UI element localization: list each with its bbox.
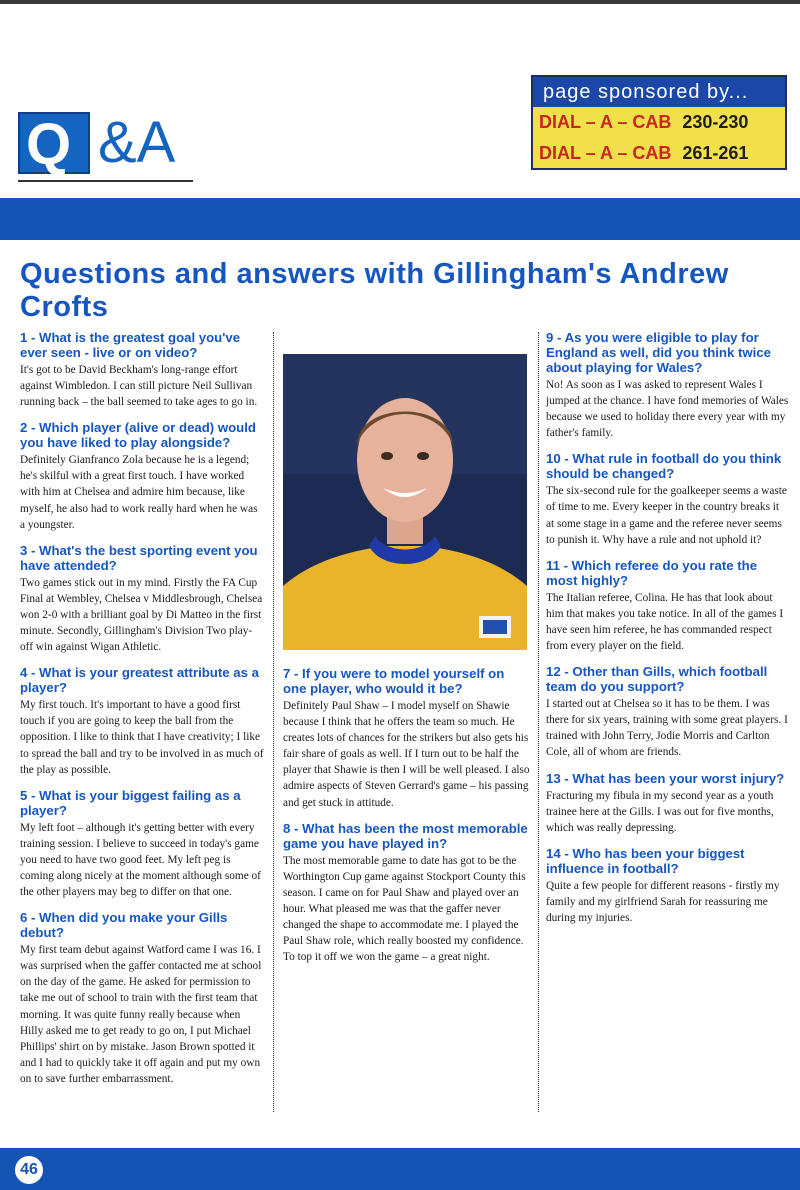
question: 5 - What is your biggest failing as a player? (20, 787, 241, 818)
sponsor-box (531, 75, 787, 170)
qa-logo-amp: &A (98, 110, 176, 175)
column-divider (273, 332, 274, 1112)
footer-band (0, 1148, 800, 1190)
top-rule (0, 0, 800, 4)
question: 2 - Which player (alive or dead) would you have liked to play alongside? (20, 420, 256, 451)
column-2 (283, 330, 531, 975)
column-3 (546, 330, 790, 936)
answer: My first touch. It's important to have a good first touch if you are going to keep the ball from the opposition. I like to think that I have creativity; I like to spread the ball and try to be involved in as much of the play as possible. (20, 699, 264, 776)
qa-logo-box (18, 112, 90, 177)
sponsor-number: 230-230 (682, 112, 749, 132)
sponsor-name: DIAL – A – CAB (539, 112, 672, 132)
sponsor-line (533, 138, 785, 169)
answer: Two games stick out in my mind. Firstly the FA Cup Final at Wembley, Chelsea v Middlesbrough, Chelsea won 2-0 with a brilliant goal by Di Matteo in the first minute. Secondly, Gillingham's Division Two play-off win against Wigan Athletic. (20, 576, 263, 654)
column-divider (538, 332, 539, 1112)
answer: The six-second rule for the goalkeeper seems a waste of time to me. Every keeper in the country breaks it at some stage in a game and the referee never seems to punish it. Why have a rule and not uphold it? (546, 485, 787, 546)
question: 1 - What is the greatest goal you've ever seen - live or on video? (20, 330, 241, 360)
player-portrait-image (283, 354, 527, 650)
sponsor-heading: page sponsored by... (533, 77, 785, 107)
answer: My first team debut against Watford came I was 16. I was surprised when the gaffer contacted me at school on the day of the game. He asked for permission to take me out of school to train with the first team that morning. It was quite funny really because when Hilly asked me to get ready to go on, I put Michael Phillips' shirt on by mistake. Jason Brown spotted it and I had to quickly take it off again and put my own on to save further embarrassment. (20, 944, 262, 1085)
player-photo (283, 354, 527, 650)
answer: Fracturing my fibula in my second year as a youth trainee here at the Gills. I was out for five months, which was really depressing. (546, 789, 774, 834)
answer: Definitely Gianfranco Zola because he is a legend; he's skilful with a great first touch. I have worked with him at Chelsea and admire him because, like myself, he also had to work really hard when he was a youngster. (20, 454, 258, 531)
column-1 (20, 330, 265, 1097)
answer: No! As soon as I was asked to represent Wales I jumped at the chance. I have fond memories of Wales because we used to holiday there every year with my father's family. (546, 379, 789, 440)
answer: The most memorable game to date has got to be the Worthington Cup game against Stockport County this season. I came on for Paul Shaw and played over an hour. What pleased me was that the gaffer never changed the shape to accommodate me. I played the Paul Shaw role, which really boosted my confidence. To top it off we won the game – a great night. (283, 854, 526, 964)
question: 3 - What's the best sporting event you have attended? (20, 542, 258, 573)
answer: I started out at Chelsea so it has to be them. I was there for six years, training with some great players. I trained with John Terry, Jodie Morris and Carlton Cole, all of whom are friends. (546, 698, 788, 759)
question: 9 - As you were eligible to play for England as well, did you think twice about playing for Wales? (546, 330, 771, 375)
logo-underline (18, 180, 193, 182)
sponsor-number: 261-261 (682, 143, 749, 163)
answer: The Italian referee, Colina. He has that look about him that makes you take notice. In all of the games I have seen him referee, he has commanded respect from every player on the field. (546, 591, 784, 653)
question: 10 - What rule in football do you think should be changed? (546, 451, 782, 482)
sponsor-line (533, 107, 785, 138)
qa-logo (18, 110, 198, 177)
question: 12 - Other than Gills, which football team do you support? (546, 664, 768, 695)
question: 11 - Which referee do you rate the most highly? (546, 557, 758, 588)
qa-logo-q: Q (26, 112, 72, 177)
header-band (0, 198, 800, 240)
question: 8 - What has been the most memorable game you have played in? (283, 820, 528, 851)
answer: Quite a few people for different reasons - firstly my family and my girlfriend Sarah for reassuring me during my injuries. (546, 879, 780, 924)
answer: Definitely Paul Shaw – I model myself on Shawie because I think that he offers the team so much. He creates lots of chances for the strikers but also gets his fair share of goals as well. If I turn out to be half the player that Shawie is then I will be well pleased. I also admire aspects of Steven Gerrard's game – his passing and get stuck in attitude. (283, 700, 530, 809)
question: 13 - What has been your worst injury? (546, 770, 785, 786)
question: 6 - When did you make your Gills debut? (20, 910, 228, 941)
sponsor-name: DIAL – A – CAB (539, 143, 672, 163)
answer: It's got to be David Beckham's long-range effort against Wimbledon. I can still picture Neil Sullivan running back – the ball seemed to take ages to go in. (20, 364, 258, 409)
question: 4 - What is your greatest attribute as a player? (20, 665, 259, 696)
question: 14 - Who has been your biggest influence in football? (546, 845, 745, 876)
answer: My left foot – although it's getting better with every training session. I believe to succeed in today's game you need to have two good feet. My left peg is coming along nicely at the moment although some of the other players may beg to differ on that one. (20, 821, 261, 899)
page-number: 46 (12, 1153, 46, 1187)
question: 7 - If you were to model yourself on one player, who would it be? (283, 666, 505, 696)
page-headline: Questions and answers with Gillingham's Andrew Crofts (20, 258, 729, 323)
